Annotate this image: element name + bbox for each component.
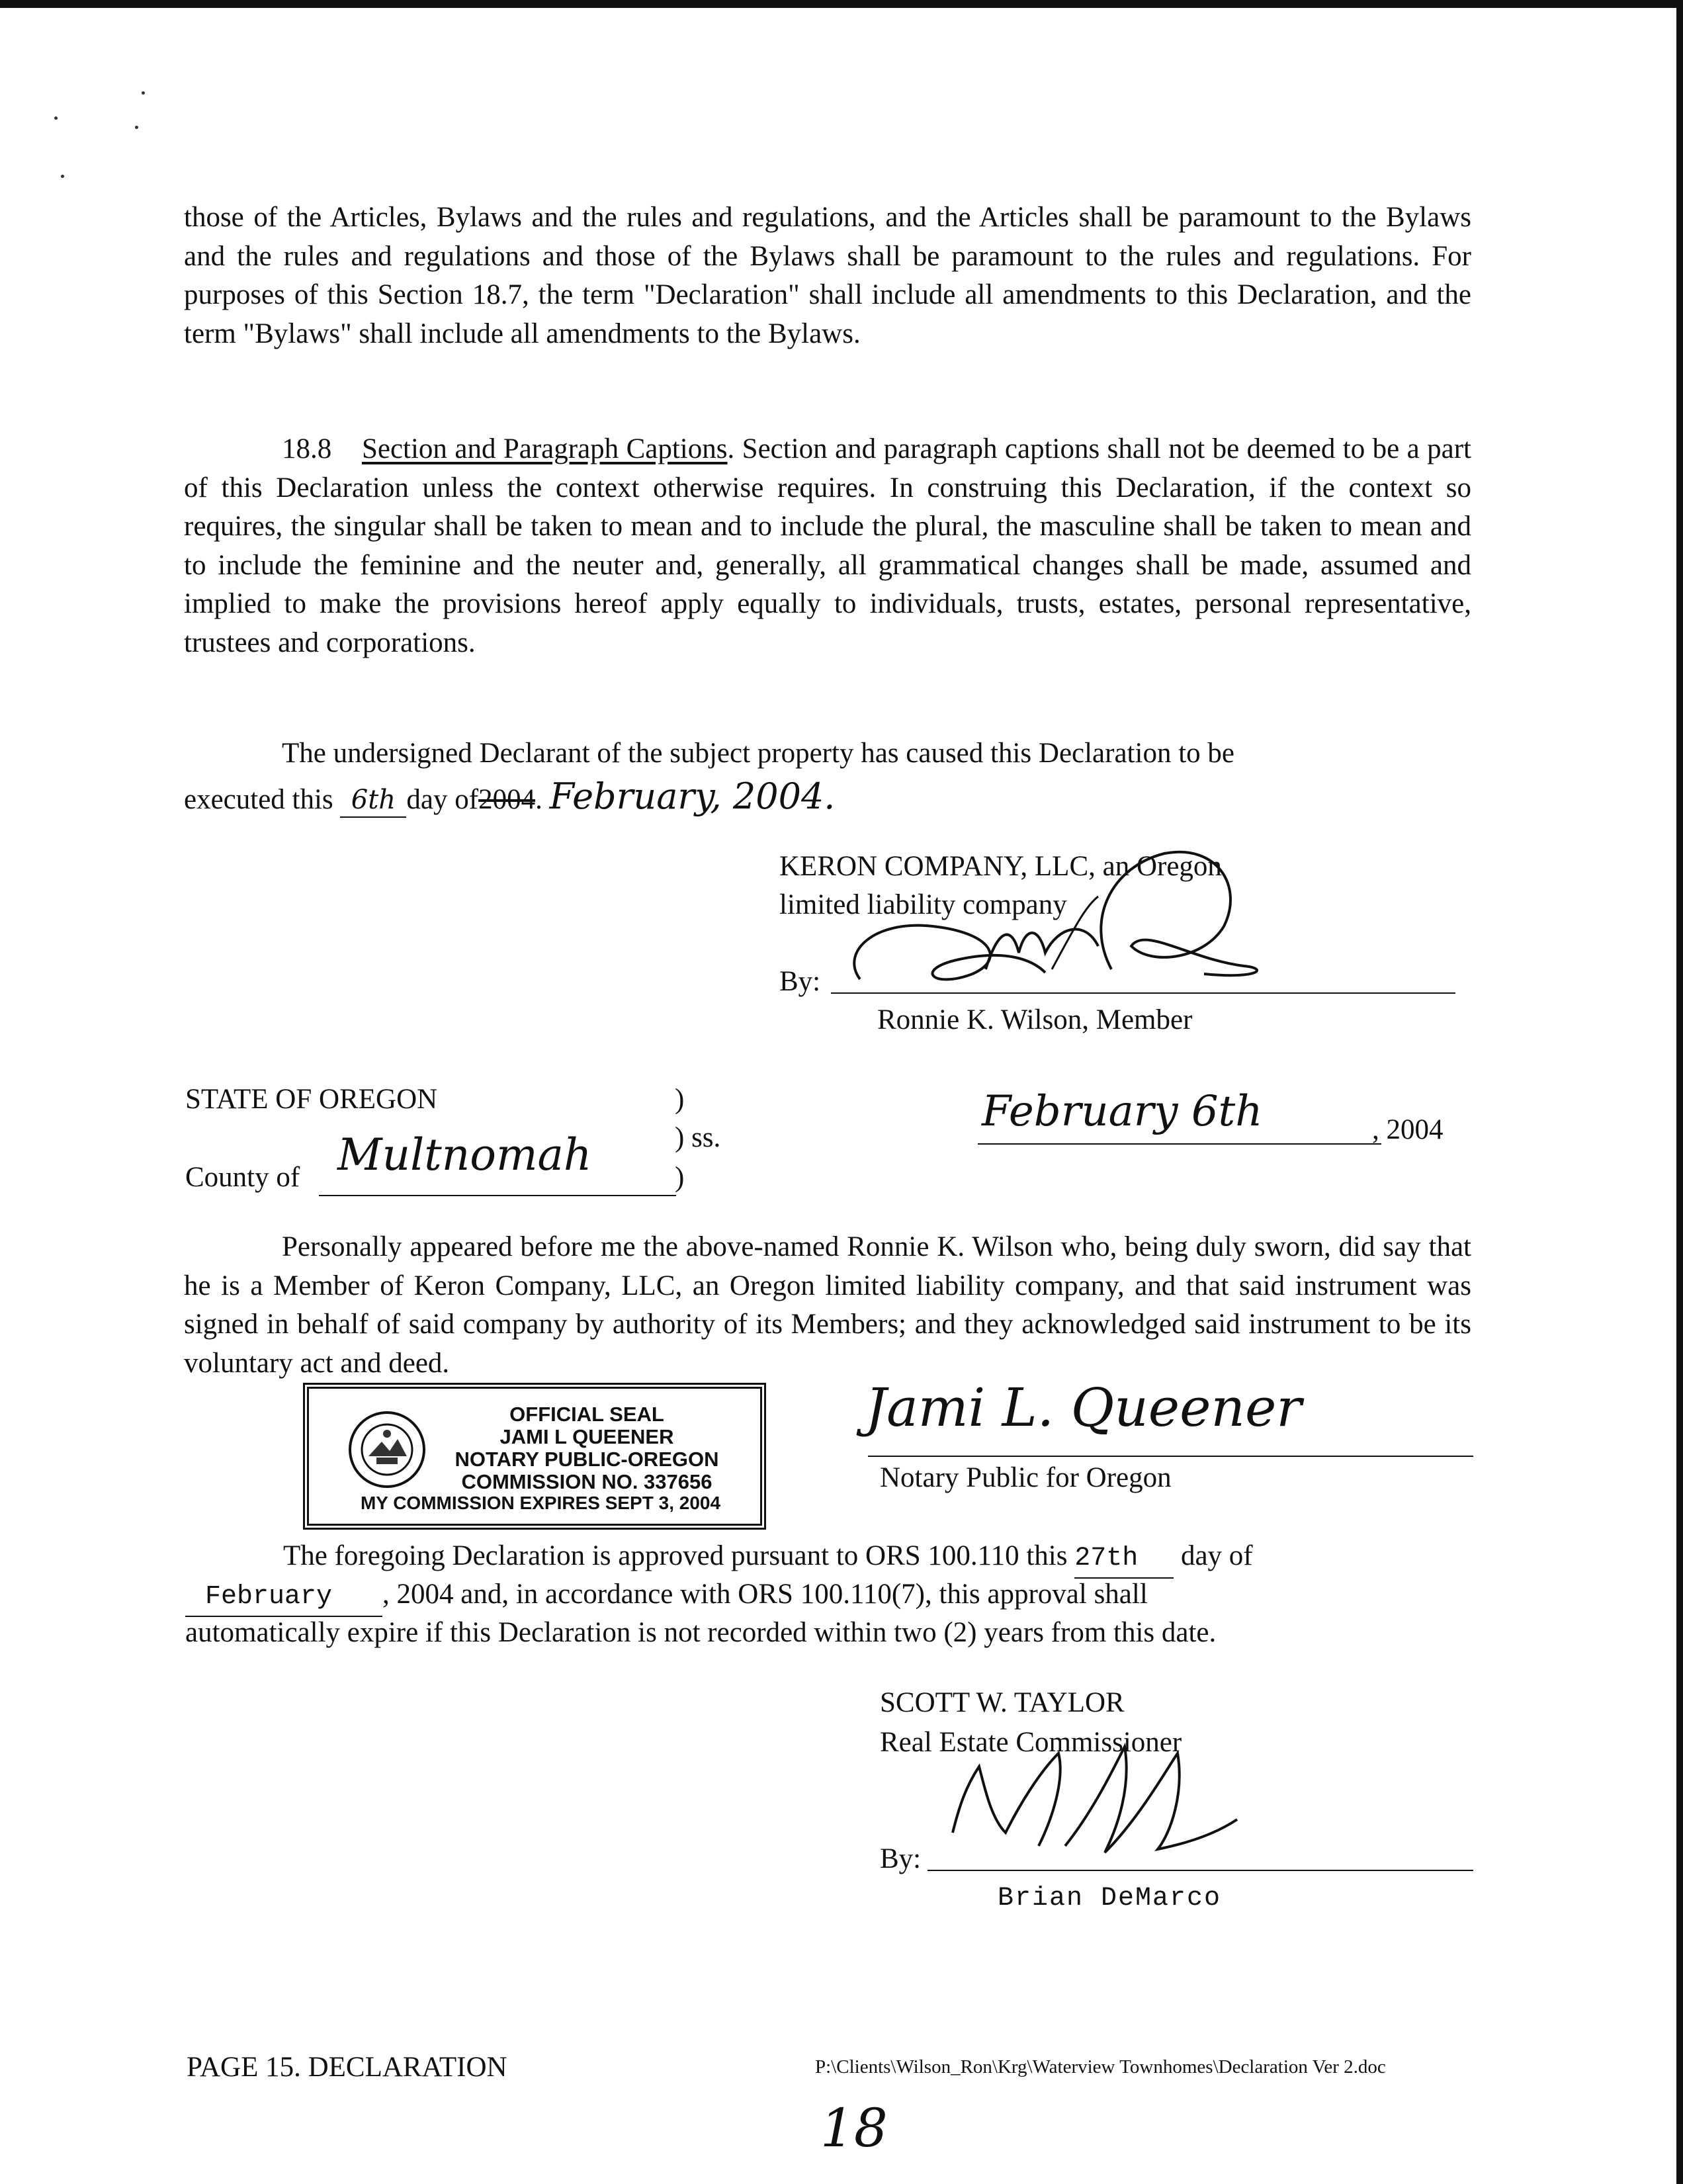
declarant-signer-name: Ronnie K. Wilson, Member <box>877 1004 1193 1035</box>
county-handwritten: Multnomah <box>337 1129 592 1180</box>
scan-speck <box>135 126 138 129</box>
commissioner-signer-typed: Brian DeMarco <box>998 1884 1222 1913</box>
declarant-by-label: By: <box>779 966 821 997</box>
notary-signature-handwritten: Jami L. Queener <box>865 1377 1302 1438</box>
scan-speck <box>61 175 64 178</box>
company-line-2: limited liability company <box>779 889 1067 920</box>
seal-text-block <box>405 1403 769 1493</box>
notary-date-underline <box>978 1143 1381 1145</box>
approval-text-a: The foregoing Declaration is approved pursuant to ORS 100.110 this <box>283 1540 1068 1571</box>
scan-right-edge <box>1676 0 1683 2184</box>
approval-month-typed: February <box>185 1579 382 1617</box>
company-line-1: KERON COMPANY, LLC, an Oregon <box>779 851 1222 882</box>
execution-line <box>184 775 836 818</box>
approval-line-3: automatically expire if this Declaration is not recorded within two (2) years from this date. <box>185 1617 1217 1648</box>
declarant-signature-line <box>831 992 1455 994</box>
seal-line-name: JAMI L QUEENER <box>499 1425 674 1448</box>
approval-day-typed: 27th <box>1074 1540 1174 1579</box>
notary-paren-1: ) <box>675 1084 685 1115</box>
notary-county-label: County of <box>185 1162 300 1193</box>
notary-statement: Personally appeared before me the above-named Ronnie K. Wilson who, being duly sworn, did say that he is a Member of Keron Company, LLC, an Oregon limited liability company, and that said instrument was signed in behalf of said company by authority of its Members; and they acknowledged said instrument to be its voluntary act and deed. <box>184 1231 1471 1379</box>
notary-signature-line <box>868 1456 1473 1457</box>
notary-paren-3: ) <box>675 1162 685 1193</box>
notary-seal-stamp <box>303 1383 766 1530</box>
scan-speck <box>142 91 145 95</box>
approval-text-c: , 2004 and, in accordance with ORS 100.110(7), this approval shall <box>382 1579 1148 1610</box>
executed-day-handwritten: 6th <box>340 783 406 818</box>
commissioner-signature <box>939 1733 1244 1866</box>
seal-line-notary: NOTARY PUBLIC-OREGON <box>454 1448 719 1471</box>
section-number: 18.8 <box>282 433 332 464</box>
county-underline <box>319 1195 676 1196</box>
approval-text-b: day of <box>1180 1540 1253 1571</box>
commissioner-by-label: By: <box>880 1843 922 1874</box>
commissioner-signature-line <box>928 1870 1473 1871</box>
notary-date-year: , 2004 <box>1372 1114 1444 1145</box>
footer-page-label: PAGE 15. DECLARATION <box>187 2052 507 2083</box>
footer-file-path: P:\Clients\Wilson_Ron\Krg\Waterview Townhomes\Declaration Ver 2.doc <box>815 2056 1386 2077</box>
executed-date-handwritten: February, 2004. <box>549 775 836 817</box>
notary-state: STATE OF OREGON <box>185 1084 438 1115</box>
commissioner-name: SCOTT W. TAYLOR <box>880 1687 1125 1718</box>
notary-title: Notary Public for Oregon <box>880 1462 1172 1493</box>
seal-line-official: OFFICIAL SEAL <box>509 1403 664 1426</box>
executed-struck-year: 2004 <box>478 784 536 815</box>
section-text: . Section and paragraph captions shall not be deemed to be a part of this Declaration unless the context otherwise requires. In construing this Declaration, if the context so requires, the singular shall be taken to mean and to include the plural, the masculine shall be taken to mean and to include the feminine and the neuter and, generally, all grammatical changes shall be made, assumed and implied to make the provisions hereof apply equally to individuals, trusts, estates, personal representative, trustees and corporations. <box>184 433 1471 658</box>
scan-speck <box>54 116 58 120</box>
approval-line-1 <box>283 1538 1253 1579</box>
executed-day-of: day of <box>406 784 479 815</box>
paragraph-18-8 <box>184 430 1471 662</box>
seal-line-expires: MY COMMISSION EXPIRES SEPT 3, 2004 <box>360 1493 721 1513</box>
seal-line-commission: COMMISSION NO. 337656 <box>461 1470 712 1493</box>
commissioner-title: Real Estate Commissioner <box>880 1727 1182 1758</box>
executed-prefix: executed this <box>184 784 333 815</box>
section-caption: Section and Paragraph Captions <box>361 433 728 464</box>
notary-ss: ) ss. <box>675 1122 721 1153</box>
executed-dot: . <box>535 784 542 815</box>
scan-top-edge <box>0 0 1683 8</box>
paragraph-18-7-continuation: those of the Articles, Bylaws and the rules and regulations, and the Articles shall be paramount to the Bylaws and the rules and regulations and those of the Bylaws shall be paramount to the rules and regulations. For purposes of this Section 18.7, the term "Declaration" shall include all amendments to this Declaration, and the term "Bylaws" shall include all amendments to the Bylaws. <box>184 202 1471 349</box>
declarant-signature <box>834 827 1270 992</box>
execution-paragraph: The undersigned Declarant of the subject property has caused this Declaration to be <box>282 738 1234 769</box>
notary-date-handwritten: February 6th <box>982 1087 1263 1136</box>
approval-line-2 <box>185 1576 1148 1617</box>
handwritten-page-number: 18 <box>820 2097 888 2159</box>
